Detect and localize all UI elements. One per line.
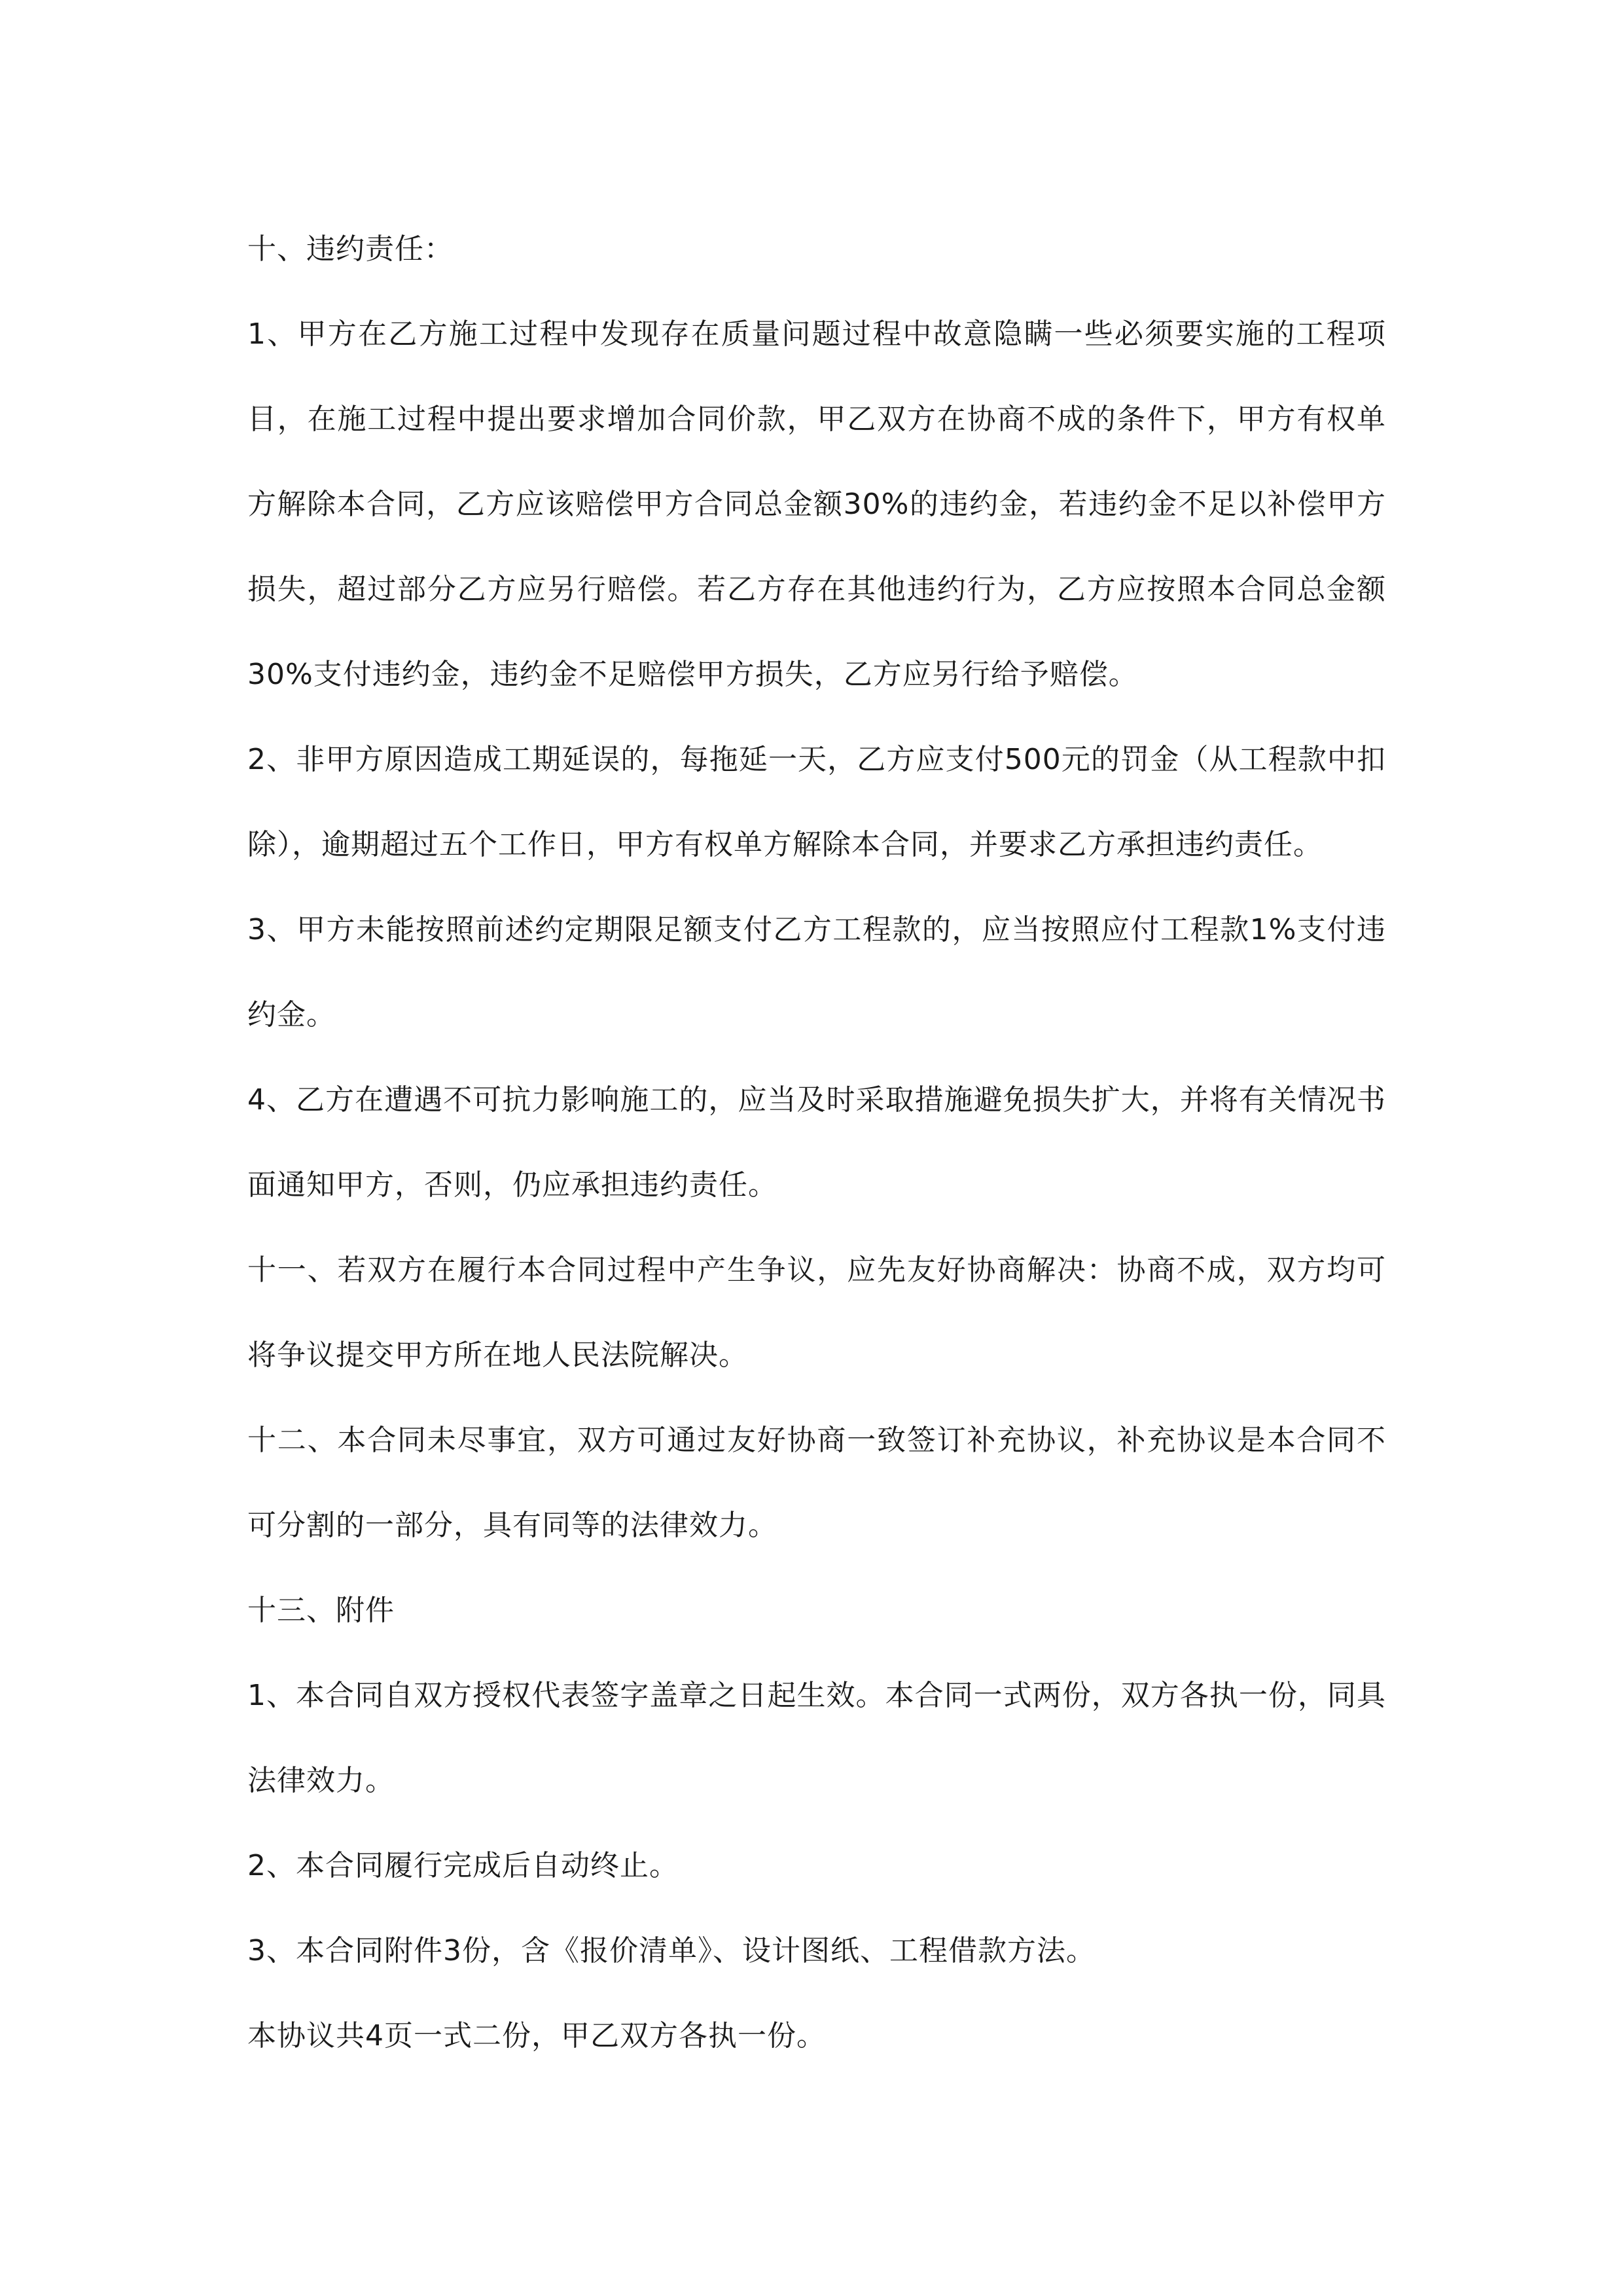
document-body (247, 207, 1386, 2079)
section-heading-breach-liability: 十、违约责任： (247, 232, 454, 266)
clause-1-quality-concealment: 1、甲方在乙方施工过程中发现存在质量问题过程中故意隐瞒一些必须要实施的工程项目，在施工过程中提出要求增加合同价款，甲乙双方在协商不成的条件下，甲方有权单方解除本合同，乙方应该赔偿甲方合同总金额30%的违约金，若违约金不足以补偿甲方损失，超过部分乙方应另行赔偿。若乙方存在其他违约行为，乙方应按照本合同总金额30%支付违约金，违约金不足赔偿甲方损失，乙方应另行给予赔偿。 (247, 317, 1386, 691)
clause-3-payment-default: 3、甲方未能按照前述约定期限足额支付乙方工程款的，应当按照应付工程款1%支付违约金。 (247, 913, 1386, 1031)
clause-4-force-majeure: 4、乙方在遭遇不可抗力影响施工的，应当及时采取措施避免损失扩大，并将有关情况书面通知甲方，否则，仍应承担违约责任。 (247, 1083, 1386, 1202)
attachment-clause-3-appendices: 3、本合同附件3份，含《报价清单》、设计图纸、工程借款方法。 (247, 1934, 1096, 1967)
section-11-dispute-resolution: 十一、若双方在履行本合同过程中产生争议，应先友好协商解决：协商不成，双方均可将争议提交甲方所在地人民法院解决。 (247, 1253, 1386, 1372)
section-12-supplementary-agreement: 十二、本合同未尽事宜，双方可通过友好协商一致签订补充协议，补充协议是本合同不可分割的一部分，具有同等的法律效力。 (247, 1424, 1386, 1542)
attachment-clause-1-effectiveness: 1、本合同自双方授权代表签字盖章之日起生效。本合同一式两份，双方各执一份，同具法律效力。 (247, 1679, 1386, 1797)
section-heading-attachments: 十三、附件 (247, 1594, 395, 1627)
clause-2-delay-penalty: 2、非甲方原因造成工期延误的，每拖延一天，乙方应支付500元的罚金（从工程款中扣除），逾期超过五个工作日，甲方有权单方解除本合同，并要求乙方承担违约责任。 (247, 743, 1386, 861)
closing-statement: 本协议共4页一式二份，甲乙双方各执一份。 (247, 2019, 826, 2053)
attachment-clause-2-termination: 2、本合同履行完成后自动终止。 (247, 1849, 679, 1882)
